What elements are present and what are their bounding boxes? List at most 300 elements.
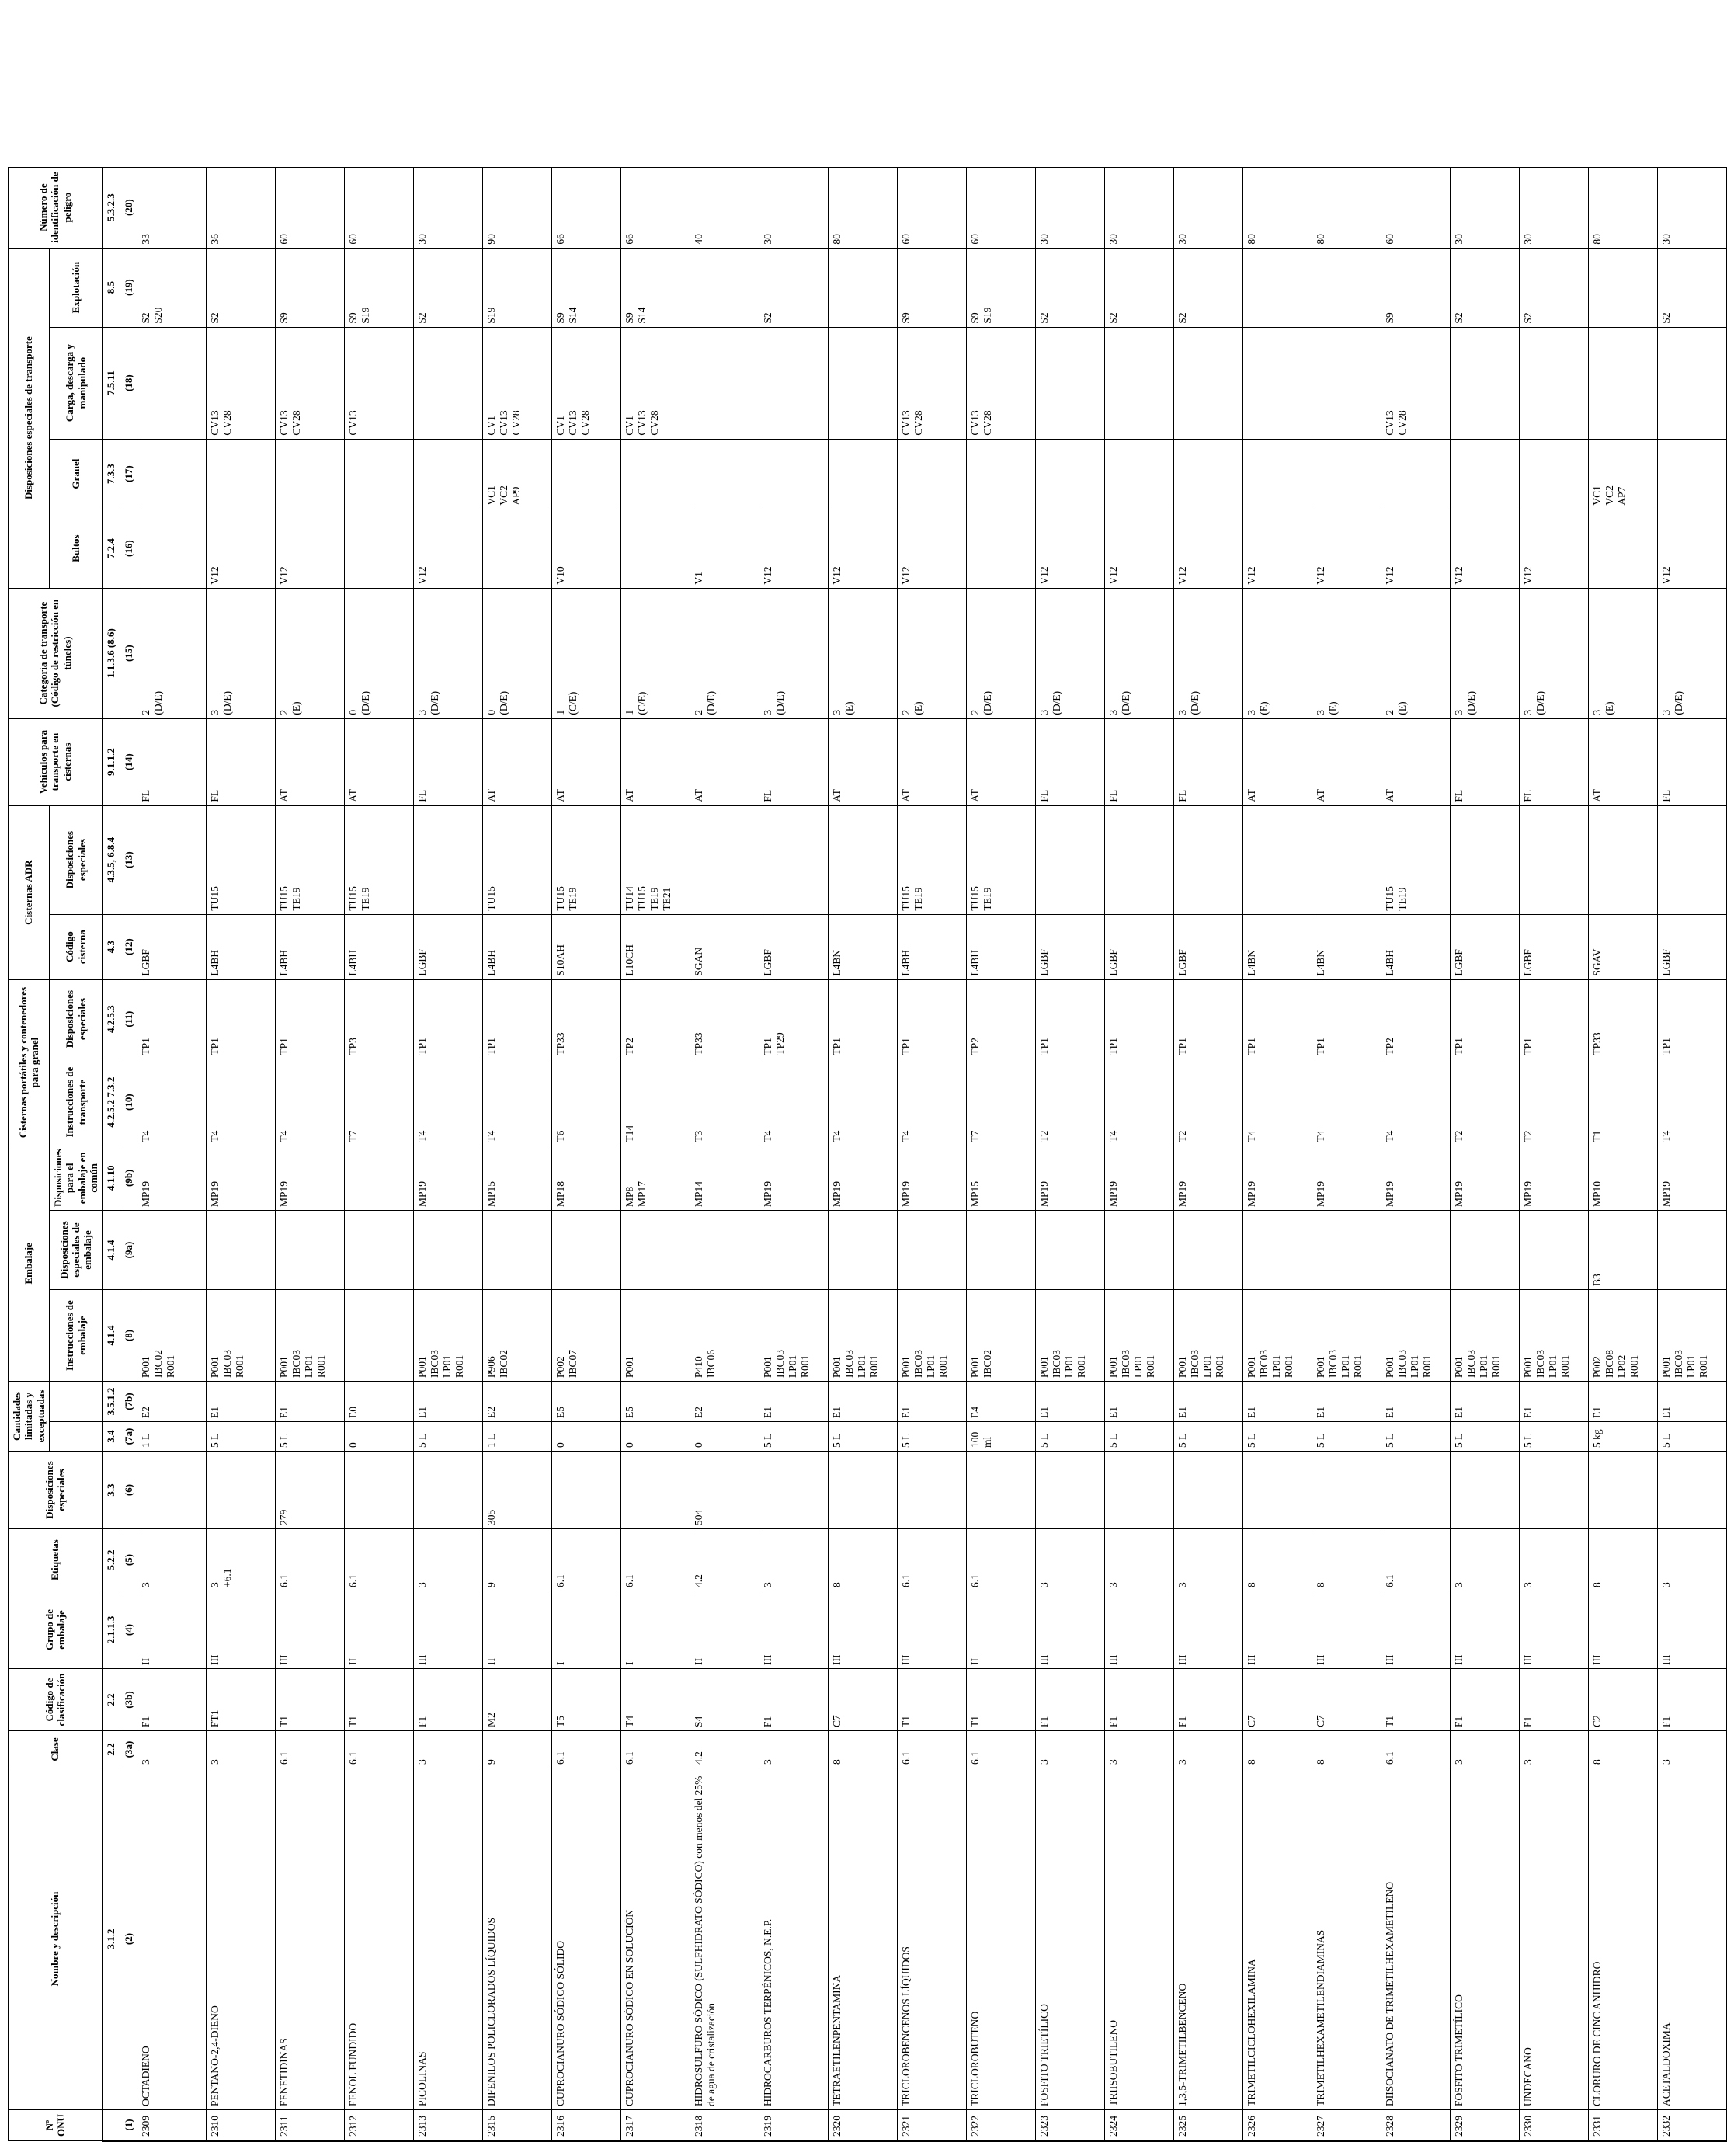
cell-packing-instructions: P001 IBC03 LP01 R001 (1519, 1290, 1588, 1382)
cell-excepted-quantity: E1 (413, 1382, 482, 1422)
cell-excepted-quantity: E1 (1588, 1382, 1657, 1422)
cell-operation (1312, 248, 1381, 327)
cell-tank-special: TP1 (828, 979, 897, 1059)
column-number-cell: (16) (120, 509, 137, 588)
cell-packing-instructions: P001 IBC02 (966, 1290, 1035, 1382)
cell-tank-code: S10AH (551, 914, 620, 979)
cell-tank-special: TP1 TP29 (759, 979, 828, 1059)
cell-labels: 6.1 (897, 1529, 966, 1591)
header-tank-code: Código cisterna (49, 914, 102, 979)
cell-adr-tank-special: TU15 (482, 805, 551, 914)
cell-tank-instructions: T4 (275, 1059, 344, 1146)
cell-packing-instructions: P001 IBC03 LP01 R001 (828, 1290, 897, 1382)
table-row (966, 167, 1035, 2140)
cell-adr-tank-special (690, 805, 759, 914)
column-number-cell: (15) (120, 588, 137, 718)
cell-packing-instructions: P001 IBC03 LP01 R001 (1312, 1290, 1381, 1382)
cell-excepted-quantity: E2 (482, 1382, 551, 1422)
cell-limited-quantity: 5 L (413, 1422, 482, 1452)
cell-hazard-id: 60 (966, 167, 1035, 248)
cell-bulk (1173, 439, 1242, 509)
cell-un-number: 2309 (137, 2110, 206, 2141)
cell-classification-code: T4 (620, 1669, 690, 1731)
cell-hazard-id: 60 (344, 167, 413, 248)
cell-special-packing (1104, 1211, 1173, 1290)
cell-tank-instructions: T7 (966, 1059, 1035, 1146)
column-number-cell: (11) (120, 979, 137, 1059)
cell-hazard-id: 30 (413, 167, 482, 248)
cell-bulk (1657, 439, 1726, 509)
cell-tank-code: L4BH (275, 914, 344, 979)
cell-class: 9 (482, 1731, 551, 1768)
cell-packages (344, 509, 413, 588)
cell-mixed-packing: MP19 (897, 1146, 966, 1210)
cell-tank-instructions: T6 (551, 1059, 620, 1146)
cell-vehicle: FL (1035, 718, 1104, 805)
cell-packages: V12 (1173, 509, 1242, 588)
table-row (482, 167, 551, 2140)
cell-labels: 8 (1588, 1529, 1657, 1591)
cell-bulk (1104, 439, 1173, 509)
cell-mixed-packing: MP19 (413, 1146, 482, 1210)
cell-operation: S19 (482, 248, 551, 327)
cell-name: FENOL FUNDIDO (344, 1768, 413, 2110)
cell-packages (137, 509, 206, 588)
cell-packing-group: III (1519, 1591, 1588, 1669)
cell-class: 6.1 (275, 1731, 344, 1768)
header-class: Clase (9, 1731, 103, 1768)
cell-class: 8 (1312, 1731, 1381, 1768)
cell-classification-code: F1 (1450, 1669, 1519, 1731)
cell-excepted-quantity: E2 (690, 1382, 759, 1422)
cell-special-provisions (1242, 1452, 1312, 1529)
cell-classification-code: M2 (482, 1669, 551, 1731)
cell-packing-group: III (1312, 1591, 1381, 1669)
cell-loading (137, 327, 206, 439)
cell-special-provisions (1035, 1452, 1104, 1529)
cell-packing-group: II (966, 1591, 1035, 1669)
cell-transport-category: 2 (D/E) (690, 588, 759, 718)
cell-special-packing (344, 1211, 413, 1290)
cell-packing-group: I (620, 1591, 690, 1669)
cell-special-packing (1173, 1211, 1242, 1290)
cell-limited-quantity: 5 L (1312, 1422, 1381, 1452)
cell-mixed-packing: MP15 (966, 1146, 1035, 1210)
cell-tank-instructions: T4 (1657, 1059, 1726, 1146)
cell-classification-code: C7 (828, 1669, 897, 1731)
cell-operation: S9 S19 (966, 248, 1035, 327)
cell-special-provisions: 279 (275, 1452, 344, 1529)
header-transport-category: Categoría de transporte (Código de restricción en túneles) (9, 588, 103, 718)
cell-class: 4.2 (690, 1731, 759, 1768)
cell-vehicle: AT (1312, 718, 1381, 805)
cell-bulk (828, 439, 897, 509)
cell-labels: 3 (1450, 1529, 1519, 1591)
cell-loading: CV13 CV28 (966, 327, 1035, 439)
cell-labels: 3 (1173, 1529, 1242, 1591)
header-excepted-blank (49, 1382, 102, 1422)
cell-tank-instructions: T4 (482, 1059, 551, 1146)
cell-loading: CV1 CV13 CV28 (551, 327, 620, 439)
cell-un-number: 2325 (1173, 2110, 1242, 2141)
cell-packing-group: I (551, 1591, 620, 1669)
column-number-cell: (12) (120, 914, 137, 979)
cell-tank-instructions: T4 (413, 1059, 482, 1146)
cell-special-packing: B3 (1588, 1211, 1657, 1290)
cell-vehicle: AT (344, 718, 413, 805)
cell-vehicle: AT (620, 718, 690, 805)
header-limited-excepted: Cantidades limitadas y exceptuadas (9, 1382, 50, 1452)
cell-special-packing (620, 1211, 690, 1290)
cell-tank-code: L4BH (897, 914, 966, 979)
cell-packing-instructions (344, 1290, 413, 1382)
cell-name: PENTANO-2,4-DIENO (206, 1768, 275, 2110)
column-number-cell: (9a) (120, 1211, 137, 1290)
cell-packing-instructions: P001 (620, 1290, 690, 1382)
table-body (137, 167, 1726, 2140)
cell-special-provisions (1312, 1452, 1381, 1529)
cell-packing-instructions: P002 IBC08 LP02 R001 (1588, 1290, 1657, 1382)
column-number-cell: (7a) (120, 1422, 137, 1452)
cell-un-number: 2324 (1104, 2110, 1173, 2141)
cell-excepted-quantity: E1 (275, 1382, 344, 1422)
cell-adr-tank-special (1657, 805, 1726, 914)
cell-classification-code: F1 (1035, 1669, 1104, 1731)
cell-hazard-id: 66 (620, 167, 690, 248)
cell-packing-group: II (344, 1591, 413, 1669)
cell-tank-special: TP1 (1450, 979, 1519, 1059)
cell-operation: S9 S14 (620, 248, 690, 327)
cell-packing-instructions: P410 IBC06 (690, 1290, 759, 1382)
cell-tank-special: TP1 (1173, 979, 1242, 1059)
cell-operation: S2 (1450, 248, 1519, 327)
cell-class: 6.1 (551, 1731, 620, 1768)
cell-packing-group: III (1242, 1591, 1312, 1669)
cell-class: 3 (1104, 1731, 1173, 1768)
table-row (828, 167, 897, 2140)
cell-hazard-id: 30 (759, 167, 828, 248)
cell-loading (1173, 327, 1242, 439)
cell-adr-tank-special (759, 805, 828, 914)
cell-excepted-quantity: E1 (759, 1382, 828, 1422)
column-number-cell: (2) (120, 1768, 137, 2110)
cell-limited-quantity: 5 L (828, 1422, 897, 1452)
header-packing-group: Grupo de embalaje (9, 1591, 103, 1669)
cell-tank-code: L4BN (1312, 914, 1381, 979)
cell-operation: S2 (1173, 248, 1242, 327)
cell-excepted-quantity: E4 (966, 1382, 1035, 1422)
header-vehicle: Vehículos para transporte en cisternas (9, 718, 103, 805)
cell-adr-tank-special: TU14 TU15 TE19 TE21 (620, 805, 690, 914)
cell-un-number: 2318 (690, 2110, 759, 2141)
cell-un-number: 2323 (1035, 2110, 1104, 2141)
cell-bulk (275, 439, 344, 509)
cell-adr-tank-special (1242, 805, 1312, 914)
cell-class: 6.1 (897, 1731, 966, 1768)
column-number-cell: (19) (120, 248, 137, 327)
cell-labels: 9 (482, 1529, 551, 1591)
cell-limited-quantity: 100 ml (966, 1422, 1035, 1452)
header-labels: Etiquetas (9, 1529, 103, 1591)
cell-special-packing (1035, 1211, 1104, 1290)
cell-operation: S2 (1035, 248, 1104, 327)
cell-mixed-packing: MP19 (1104, 1146, 1173, 1210)
cell-packing-instructions: P001 IBC03 LP01 R001 (1450, 1290, 1519, 1382)
cell-mixed-packing (344, 1146, 413, 1210)
cell-packages: V12 (1519, 509, 1588, 588)
cell-name: DIFENILOS POLICLORADOS LÍQUIDOS (482, 1768, 551, 2110)
cell-bulk (206, 439, 275, 509)
cell-vehicle: FL (206, 718, 275, 805)
cell-labels: 3 +6.1 (206, 1529, 275, 1591)
cell-adr-tank-special (1588, 805, 1657, 914)
cell-transport-category: 3 (E) (1588, 588, 1657, 718)
cell-tank-special: TP1 (206, 979, 275, 1059)
table-row (1312, 167, 1381, 2140)
cell-limited-quantity: 1 L (137, 1422, 206, 1452)
cell-special-provisions (551, 1452, 620, 1529)
cell-tank-instructions: T4 (1104, 1059, 1173, 1146)
cell-operation (1242, 248, 1312, 327)
column-number-cell: (3b) (120, 1669, 137, 1731)
cell-limited-quantity: 0 (344, 1422, 413, 1452)
cell-tank-instructions: T2 (1519, 1059, 1588, 1146)
cell-special-packing (1519, 1211, 1588, 1290)
cell-tank-instructions: T2 (1450, 1059, 1519, 1146)
cell-limited-quantity: 5 kg (1588, 1422, 1657, 1452)
cell-bulk: VC1 VC2 AP7 (1588, 439, 1657, 509)
cell-classification-code: T1 (275, 1669, 344, 1731)
cell-mixed-packing: MP19 (1312, 1146, 1381, 1210)
table-row (275, 167, 344, 2140)
cell-un-number: 2327 (1312, 2110, 1381, 2141)
cell-tank-instructions: T2 (1173, 1059, 1242, 1146)
cell-mixed-packing: MP19 (759, 1146, 828, 1210)
cell-tank-instructions: T3 (690, 1059, 759, 1146)
cell-transport-category: 3 (D/E) (1450, 588, 1519, 718)
cell-vehicle: AT (690, 718, 759, 805)
cell-hazard-id: 80 (828, 167, 897, 248)
cell-bulk (1450, 439, 1519, 509)
cell-loading (1519, 327, 1588, 439)
cell-loading (1450, 327, 1519, 439)
cell-vehicle: AT (1381, 718, 1450, 805)
cell-special-packing (482, 1211, 551, 1290)
cell-tank-special: TP33 (551, 979, 620, 1059)
cell-transport-category: 3 (D/E) (206, 588, 275, 718)
cell-class: 3 (206, 1731, 275, 1768)
cell-tank-special: TP1 (275, 979, 344, 1059)
cell-packages: V12 (897, 509, 966, 588)
cell-classification-code: T1 (1381, 1669, 1450, 1731)
cell-mixed-packing: MP15 (482, 1146, 551, 1210)
cell-class: 3 (1450, 1731, 1519, 1768)
cell-bulk (1242, 439, 1312, 509)
cell-tank-code: L4BH (206, 914, 275, 979)
cell-tank-instructions: T14 (620, 1059, 690, 1146)
cell-packages: V12 (1035, 509, 1104, 588)
cell-tank-code: L4BN (1242, 914, 1312, 979)
cell-transport-category: 2 (D/E) (137, 588, 206, 718)
cell-mixed-packing: MP19 (206, 1146, 275, 1210)
cell-tank-code: LGBF (1104, 914, 1173, 979)
table-row (690, 167, 759, 2140)
cell-packing-group: III (759, 1591, 828, 1669)
cell-operation: S2 (759, 248, 828, 327)
cell-loading (1657, 327, 1726, 439)
cell-operation: S2 (1104, 248, 1173, 327)
column-number-cell: (10) (120, 1059, 137, 1146)
cell-tank-code: SGAV (1588, 914, 1657, 979)
cell-classification-code: F1 (1104, 1669, 1173, 1731)
column-number-cell: (9b) (120, 1146, 137, 1210)
cell-loading (1588, 327, 1657, 439)
cell-mixed-packing: MP19 (275, 1146, 344, 1210)
header-limited-blank (49, 1422, 102, 1452)
cell-classification-code: S4 (690, 1669, 759, 1731)
cell-special-provisions (137, 1452, 206, 1529)
cell-classification-code: T1 (966, 1669, 1035, 1731)
cell-packages: V12 (1450, 509, 1519, 588)
cell-class: 3 (1657, 1731, 1726, 1768)
cell-classification-code: C7 (1242, 1669, 1312, 1731)
cell-hazard-id: 30 (1173, 167, 1242, 248)
cell-packing-instructions: P002 IBC07 (551, 1290, 620, 1382)
cell-labels: 8 (1242, 1529, 1312, 1591)
cell-packing-instructions: P001 IBC03 LP01 R001 (1381, 1290, 1450, 1382)
cell-loading (1312, 327, 1381, 439)
cell-name: CLORURO DE CINC ANHIDRO (1588, 1768, 1657, 2110)
cell-excepted-quantity: E1 (1242, 1382, 1312, 1422)
cell-loading (759, 327, 828, 439)
cell-adr-tank-special (1519, 805, 1588, 914)
cell-packing-group: III (897, 1591, 966, 1669)
cell-packing-group: III (1035, 1591, 1104, 1669)
cell-limited-quantity: 5 L (1035, 1422, 1104, 1452)
column-number-cell: (14) (120, 718, 137, 805)
cell-bulk (551, 439, 620, 509)
cell-labels: 3 (137, 1529, 206, 1591)
cell-packing-group: III (413, 1591, 482, 1669)
cell-tank-special: TP2 (620, 979, 690, 1059)
cell-special-packing (413, 1211, 482, 1290)
cell-special-packing (897, 1211, 966, 1290)
cell-tank-code: L4BH (344, 914, 413, 979)
cell-loading (828, 327, 897, 439)
cell-vehicle: AT (275, 718, 344, 805)
cell-packing-group: III (1104, 1591, 1173, 1669)
cell-tank-instructions: T4 (828, 1059, 897, 1146)
cell-un-number: 2315 (482, 2110, 551, 2141)
reference-cell: 3.4 (103, 1422, 120, 1452)
cell-class: 6.1 (620, 1731, 690, 1768)
cell-excepted-quantity: E2 (137, 1382, 206, 1422)
cell-packing-instructions: P001 IBC03 LP01 R001 (1657, 1290, 1726, 1382)
header-operation: Explotación (49, 248, 102, 327)
cell-class: 8 (1588, 1731, 1657, 1768)
cell-excepted-quantity: E1 (1381, 1382, 1450, 1422)
cell-loading: CV1 CV13 CV28 (620, 327, 690, 439)
cell-hazard-id: 36 (206, 167, 275, 248)
cell-special-provisions (1519, 1452, 1588, 1529)
reference-cell: 4.1.4 (103, 1290, 120, 1382)
cell-labels: 6.1 (966, 1529, 1035, 1591)
column-number-cell: (13) (120, 805, 137, 914)
cell-packing-instructions: P001 IBC03 LP01 R001 (1104, 1290, 1173, 1382)
table-row (1104, 167, 1173, 2140)
column-number-cell: (5) (120, 1529, 137, 1591)
cell-packages: V12 (1657, 509, 1726, 588)
cell-packing-group: III (206, 1591, 275, 1669)
cell-classification-code: C2 (1588, 1669, 1657, 1731)
cell-operation: S9 S19 (344, 248, 413, 327)
cell-hazard-id: 30 (1450, 167, 1519, 248)
column-number-cell: (7b) (120, 1382, 137, 1422)
cell-transport-category: 0 (D/E) (344, 588, 413, 718)
cell-packing-instructions: P001 IBC03 LP01 R001 (759, 1290, 828, 1382)
cell-adr-tank-special: TU15 TE19 (551, 805, 620, 914)
cell-hazard-id: 60 (275, 167, 344, 248)
cell-special-packing (275, 1211, 344, 1290)
cell-classification-code: T1 (344, 1669, 413, 1731)
cell-adr-tank-special: TU15 TE19 (344, 805, 413, 914)
reference-cell: 3.1.2 (103, 1768, 120, 2110)
cell-vehicle: AT (1588, 718, 1657, 805)
cell-tank-special: TP1 (1242, 979, 1312, 1059)
reference-cell: 4.1.4 (103, 1211, 120, 1290)
cell-packages: V10 (551, 509, 620, 588)
cell-special-packing (137, 1211, 206, 1290)
cell-special-provisions (1173, 1452, 1242, 1529)
cell-name: FOSFITO TRIMETÍLICO (1450, 1768, 1519, 2110)
cell-loading: CV13 (344, 327, 413, 439)
table-row (620, 167, 690, 2140)
cell-vehicle: FL (1104, 718, 1173, 805)
cell-vehicle: FL (1519, 718, 1588, 805)
header-adr-tanks: Cisternas ADR (9, 805, 50, 979)
cell-hazard-id: 80 (1312, 167, 1381, 248)
cell-hazard-id: 80 (1242, 167, 1312, 248)
cell-tank-code: LGBF (759, 914, 828, 979)
reference-cell: 7.3.3 (103, 439, 120, 509)
cell-transport-category: 3 (D/E) (1035, 588, 1104, 718)
cell-classification-code: FT1 (206, 1669, 275, 1731)
cell-hazard-id: 40 (690, 167, 759, 248)
cell-packages: V12 (1381, 509, 1450, 588)
cell-special-provisions (1450, 1452, 1519, 1529)
cell-hazard-id: 30 (1104, 167, 1173, 248)
header-packing-instructions: Instrucciones de embalaje (49, 1290, 102, 1382)
cell-mixed-packing: MP19 (1450, 1146, 1519, 1210)
reference-cell: 7.5.11 (103, 327, 120, 439)
cell-tank-special: TP1 (897, 979, 966, 1059)
cell-name: ACETALDOXIMA (1657, 1768, 1726, 2110)
cell-class: 3 (1035, 1731, 1104, 1768)
cell-classification-code: F1 (413, 1669, 482, 1731)
cell-tank-special: TP2 (966, 979, 1035, 1059)
cell-classification-code: T1 (897, 1669, 966, 1731)
cell-class: 3 (1173, 1731, 1242, 1768)
cell-labels: 3 (413, 1529, 482, 1591)
cell-special-packing (1381, 1211, 1450, 1290)
cell-mixed-packing: MP8 MP17 (620, 1146, 690, 1210)
cell-bulk (759, 439, 828, 509)
cell-tank-code: LGBF (1173, 914, 1242, 979)
cell-tank-special: TP1 (1519, 979, 1588, 1059)
cell-excepted-quantity: E1 (1519, 1382, 1588, 1422)
cell-class: 8 (1242, 1731, 1312, 1768)
cell-tank-special: TP1 (482, 979, 551, 1059)
